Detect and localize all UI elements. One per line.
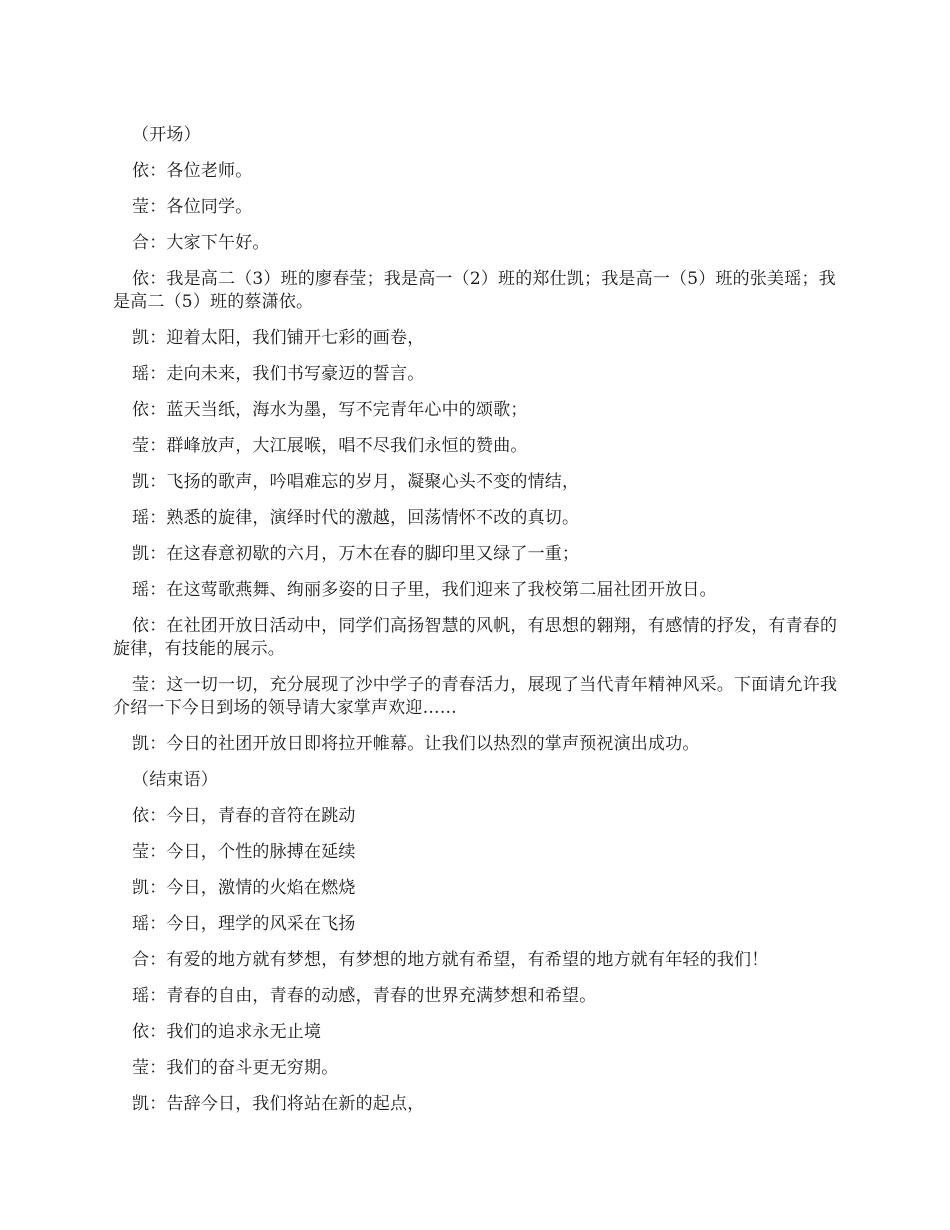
- script-line: 凯：飞扬的歌声，吟唱难忘的岁月，凝聚心头不变的情结，: [132, 472, 580, 492]
- script-line: 合：大家下午好。: [132, 233, 270, 253]
- script-line: 依：我们的追求永无止境: [132, 1022, 322, 1042]
- section-heading-opening: （开场）: [132, 125, 201, 145]
- script-line: 瑶：走向未来，我们书写豪迈的誓言。: [132, 364, 425, 384]
- script-line: 凯：迎着太阳，我们铺开七彩的画卷，: [132, 328, 425, 348]
- script-line: 瑶：青春的自由，青春的动感，青春的世界充满梦想和希望。: [132, 986, 597, 1006]
- script-line: 莹：我们的奋斗更无穷期。: [132, 1058, 339, 1078]
- script-line: 莹：今日，个性的脉搏在延续: [132, 842, 356, 862]
- script-line: 凯：在这春意初歇的六月，万木在春的脚印里又绿了一重；: [132, 544, 580, 564]
- document-body: [113, 124, 840, 1129]
- script-line: 依：我是高二（3）班的廖春莹；我是高一（2）班的郑仕凯；我是高一（5）班的张美瑶；我是高二（5）班的蔡潇依。: [113, 269, 836, 312]
- section-heading-closing: （结束语）: [132, 770, 218, 790]
- script-line: 莹：群峰放声，大江展喉，唱不尽我们永恒的赞曲。: [132, 436, 528, 456]
- script-line: 合：有爱的地方就有梦想，有梦想的地方就有希望，有希望的地方就有年轻的我们！: [132, 950, 769, 970]
- script-line: 凯：今日的社团开放日即将拉开帷幕。让我们以热烈的掌声预祝演出成功。: [132, 734, 700, 754]
- script-line: 瑶：今日，理学的风采在飞扬: [132, 914, 356, 934]
- script-line: 依：今日，青春的音符在跳动: [132, 806, 356, 826]
- script-line: 依：在社团开放日活动中，同学们高扬智慧的风帆，有思想的翱翔，有感情的抒发，有青春的旋律，有技能的展示。: [113, 616, 838, 659]
- script-line: 莹：这一切一切，充分展现了沙中学子的青春活力，展现了当代青年精神风采。下面请允许我介绍一下今日到场的领导请大家掌声欢迎……: [113, 675, 838, 718]
- script-line: 凯：告辞今日，我们将站在新的起点，: [132, 1094, 425, 1114]
- script-line: 依：各位老师。: [132, 161, 253, 181]
- script-line: 瑶：在这莺歌燕舞、绚丽多姿的日子里，我们迎来了我校第二届社团开放日。: [132, 580, 717, 600]
- script-line: 依：蓝天当纸，海水为墨，写不完青年心中的颂歌；: [132, 400, 528, 420]
- script-line: 瑶：熟悉的旋律，演绎时代的激越，回荡情怀不改的真切。: [132, 508, 580, 528]
- script-line: 凯：今日，激情的火焰在燃烧: [132, 878, 356, 898]
- script-line: 莹：各位同学。: [132, 197, 253, 217]
